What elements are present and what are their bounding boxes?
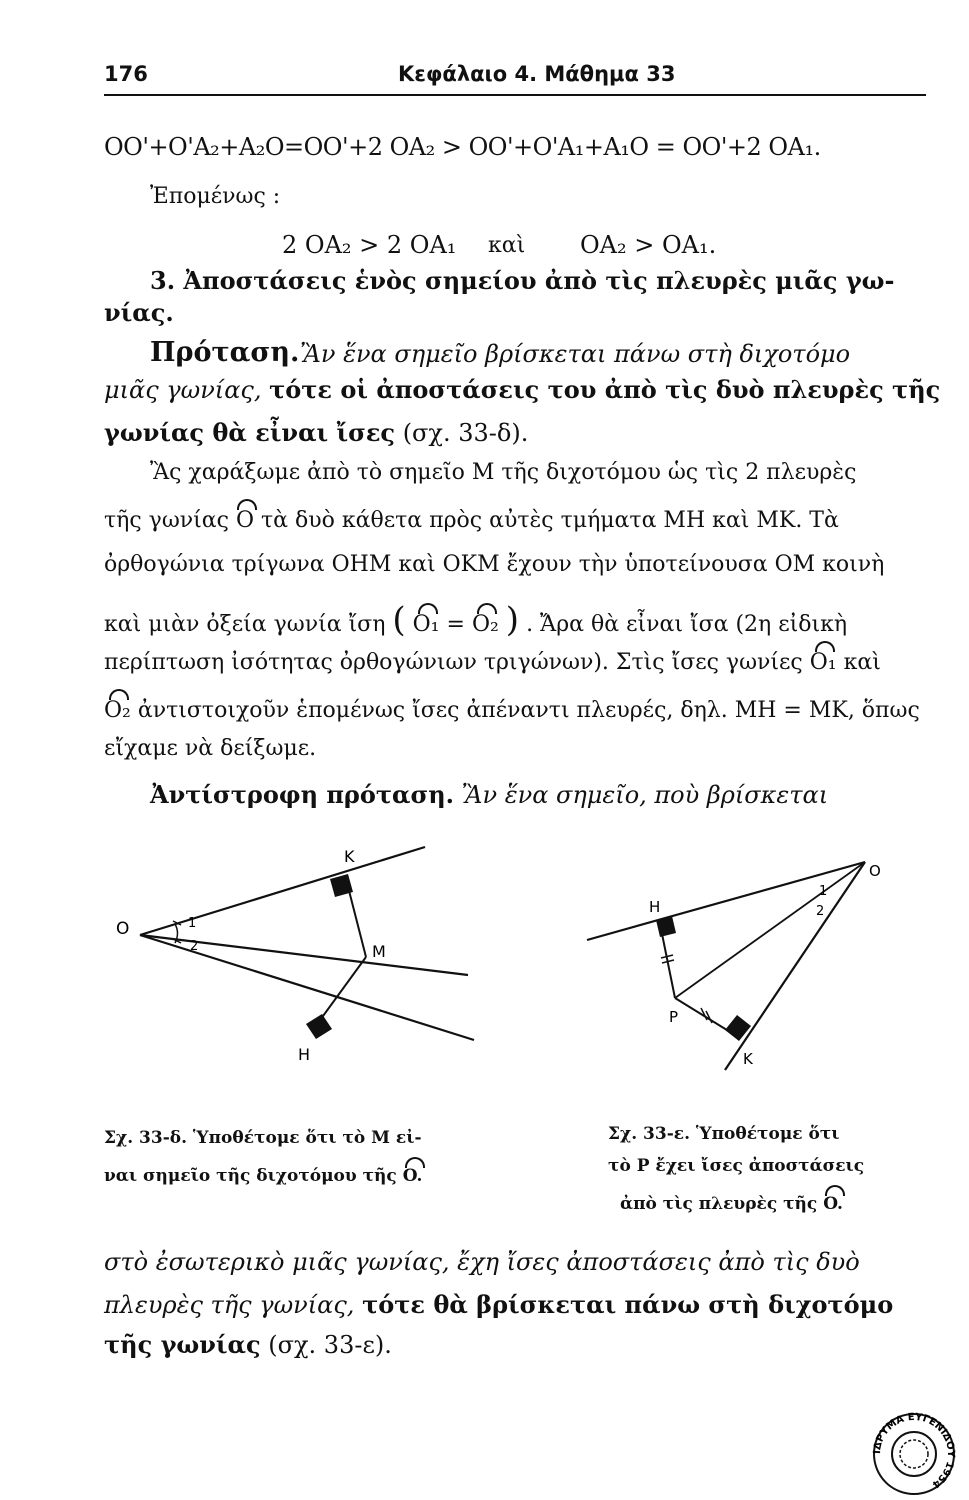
angle-o1-symbol-2: O₁ xyxy=(809,650,837,675)
converse-text-4-bold: τῆς γωνίας xyxy=(104,1330,261,1359)
proof-line-4 xyxy=(104,600,847,640)
proposition-text-3-bold: γωνίας θὰ εἶναι ἴσες xyxy=(104,418,396,447)
proposition-figure-ref: (σχ. 33-δ). xyxy=(402,419,529,447)
proof-line-5 xyxy=(104,650,881,675)
seal-text: ΙΔΡΥΜΑ ΕΥΓΕΝΙΔΟΥ 1954 xyxy=(871,1411,957,1490)
angle-o-symbol: O xyxy=(235,508,254,533)
converse-text-1: Ἂν ἕνα σημεῖο, ποὺ βρίσκεται xyxy=(461,781,829,809)
proof-line-5b: καὶ xyxy=(843,650,881,675)
figure-e-caption-3a: ἀπὸ τὶς πλευρὲς τῆς xyxy=(620,1194,818,1214)
proof-line-4b: . Ἄρα θὰ εἶναι ἴσα (2η εἰδικὴ xyxy=(526,612,848,637)
label-H: H xyxy=(298,1045,311,1064)
section-3-title: 3. Ἀποστάσεις ἑνὸς σημείου ἀπὸ τὶς πλευρὲς μιᾶς γω- xyxy=(150,266,895,295)
running-head: Κεφάλαιο 4. Μάθημα 33 xyxy=(398,62,676,86)
proposition-text-2-italic: μιᾶς γωνίας, xyxy=(104,376,262,404)
figure-d-caption-angle-o: O. xyxy=(402,1166,423,1186)
proof-line-3: ὀρθογώνια τρίγωνα OHM καὶ OKM ἔχουν τὴν ὑποτείνουσα OM κοινὴ xyxy=(104,552,885,577)
label-angle-1: 1 xyxy=(188,916,197,931)
converse-line-1 xyxy=(150,780,828,809)
figure-e-caption-angle-o: O. xyxy=(823,1194,843,1214)
figure-e-caption-1: Σχ. 33-ε. Ὑποθέτομε ὅτι xyxy=(608,1124,840,1144)
proof-line-2 xyxy=(104,508,839,533)
converse-line-3 xyxy=(104,1290,893,1319)
therefore-line: Ἐπομένως : xyxy=(150,184,281,209)
equals-sign: = xyxy=(446,612,465,637)
proof-line-2a: τῆς γωνίας xyxy=(104,508,229,533)
proposition-text-3 xyxy=(104,418,528,447)
label-O: O xyxy=(869,862,881,880)
label-angle-2: 2 xyxy=(816,904,825,919)
proof-line-6 xyxy=(104,698,920,723)
label-H: H xyxy=(649,898,661,916)
angle-o1-symbol: O₁ xyxy=(412,612,440,637)
side-ok-line xyxy=(140,847,425,935)
page-number: 176 xyxy=(104,62,148,86)
figure-33-d xyxy=(100,835,500,1085)
label-M: M xyxy=(372,942,386,961)
paren-open: ( xyxy=(392,600,406,640)
converse-text-3-italic: πλευρὲς τῆς γωνίας, xyxy=(104,1291,355,1319)
seal-emblem xyxy=(900,1440,928,1468)
label-K: K xyxy=(743,1050,753,1068)
label-K: K xyxy=(344,847,355,866)
angle-o2-symbol: O₂ xyxy=(471,612,499,637)
proof-line-7: εἴχαμε νὰ δείξωμε. xyxy=(104,736,317,761)
proposition-label: Πρόταση. xyxy=(150,337,300,368)
side-ok-line xyxy=(725,862,865,1070)
label-angle-2: 2 xyxy=(190,939,199,954)
bisector-op-line xyxy=(675,862,865,998)
converse-label: Ἀντίστροφη πρόταση. xyxy=(150,780,455,809)
header-rule xyxy=(104,94,926,96)
foundation-seal xyxy=(868,1410,960,1498)
converse-text-3-bold: τότε θὰ βρίσκεται πάνω στὴ διχοτόμο xyxy=(362,1290,894,1319)
figure-e-caption-3 xyxy=(620,1194,843,1214)
equation-1: OO'+O'A₂+A₂O=OO'+2 OA₂ > OO'+O'A₁+A₁O = OO'+2 OA₁. xyxy=(104,133,821,161)
equation-2-left: 2 OA₂ > 2 OA₁ xyxy=(282,231,457,259)
equation-2-right: OA₂ > OA₁. xyxy=(580,231,717,259)
proof-line-2b: τὰ δυὸ κάθετα πρὸς αὐτὲς τμήματα MH καὶ MK. Τὰ xyxy=(260,508,839,533)
angle-o2-symbol-2: O₂ xyxy=(104,698,131,723)
proposition-text-1: Ἂν ἕνα σημεῖο βρίσκεται πάνω στὴ διχοτόμο xyxy=(300,340,851,368)
proof-line-1: Ἂς χαράξωμε ἀπὸ τὸ σημεῖο M τῆς διχοτόμου ὡς τὶς 2 πλευρὲς xyxy=(150,460,857,485)
paren-close: ) xyxy=(505,600,520,640)
figure-33-e xyxy=(575,840,895,1090)
label-O: O xyxy=(116,919,130,939)
side-oh-line xyxy=(587,862,865,940)
proof-line-5a: περίπτωση ἰσότητας ὀρθογώνιων τριγώνων). Στὶς ἴσες γωνίες xyxy=(104,650,803,675)
converse-line-4 xyxy=(104,1330,392,1359)
right-angle-h-marker xyxy=(306,1014,332,1039)
section-3-title-cont: νίας. xyxy=(104,298,174,327)
figure-d-caption-2a: ναι σημεῖο τῆς διχοτόμου τῆς xyxy=(104,1166,397,1186)
figure-e-caption-2: τὸ P ἔχει ἴσες ἀποστάσεις xyxy=(608,1156,865,1176)
converse-figure-ref: (σχ. 33-ε). xyxy=(268,1331,392,1359)
seal-inner-ring xyxy=(892,1432,936,1476)
proof-line-4a: καὶ μιὰν ὀξεία γωνία ἴση xyxy=(104,612,386,637)
proof-line-6b: ἀντιστοιχοῦν ἑπομένως ἴσες ἀπέναντι πλευρές, δηλ. MH = MK, ὅπως xyxy=(137,698,920,723)
proposition-text-2 xyxy=(104,375,940,404)
figure-d-caption-1: Σχ. 33-δ. Ὑποθέτομε ὅτι τὸ M εἰ- xyxy=(104,1128,422,1148)
label-angle-1: 1 xyxy=(819,884,828,899)
label-P: P xyxy=(669,1008,679,1026)
figure-d-caption-2 xyxy=(104,1166,422,1186)
converse-line-2: στὸ ἐσωτερικὸ μιᾶς γωνίας, ἔχη ἴσες ἀποστάσεις ἀπὸ τὶς δυὸ xyxy=(104,1248,860,1276)
equation-2-and: καὶ xyxy=(488,233,526,258)
proposition-text-2-bold: τότε οἱ ἀποστάσεις του ἀπὸ τὶς δυὸ πλευρὲς τῆς xyxy=(269,375,941,404)
